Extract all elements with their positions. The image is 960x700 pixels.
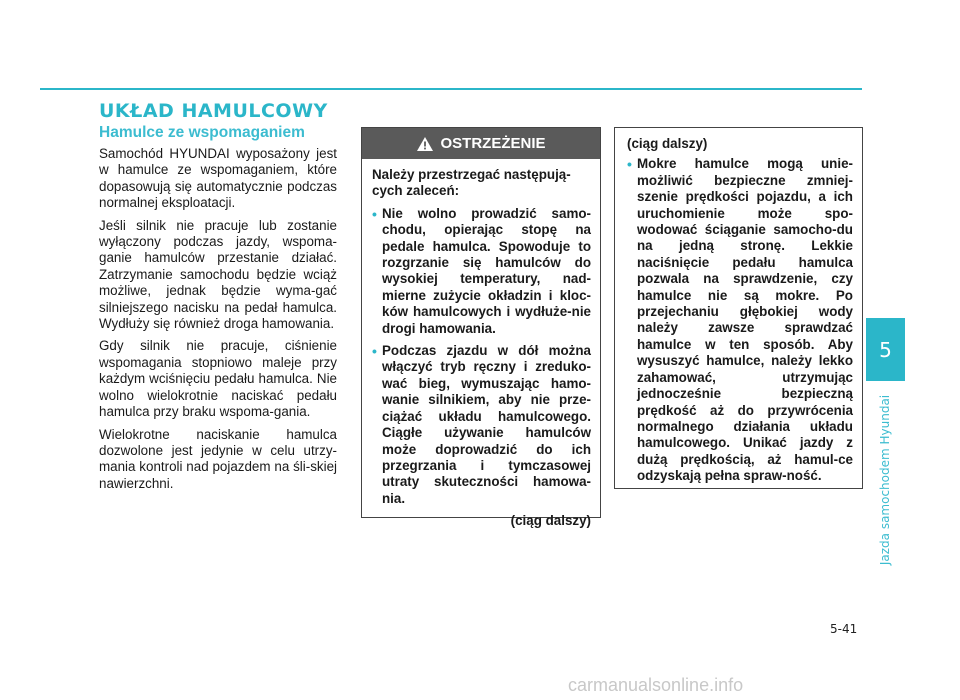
list-item bbox=[372, 343, 591, 507]
chapter-tab: 5 bbox=[866, 318, 905, 381]
list-item bbox=[627, 156, 853, 484]
warning-header bbox=[362, 128, 600, 159]
continuation-box bbox=[614, 127, 863, 489]
paragraph: Gdy silnik nie pracuje, ciśnienie wspomagania stopniowo maleje przy każdym wciśnięciu pedału hamulca. Nie wolno wielokrotnie naciskać pedału hamulca przy braku wspoma-gania. bbox=[99, 338, 337, 420]
continuation-body bbox=[615, 128, 862, 485]
watermark: carmanualsonline.info bbox=[568, 675, 744, 695]
warning-header-label: OSTRZEŻENIE bbox=[440, 135, 546, 152]
page-number: 5-41 bbox=[830, 622, 858, 636]
chapter-title bbox=[878, 395, 892, 565]
paragraph: Wielokrotne naciskanie hamulca dozwolone jest jedynie w celu utrzy-mania kontroli nad pojazdem na śli-skiej nawierzchni. bbox=[99, 426, 337, 491]
list-item-text: Mokre hamulce mogą unie-możliwić bezpieczne zmniej-szenie prędkości pojazdu, a ich uruchomienie może spo-wodować ściąganie samocho-du na jedną stronę. Lekkie naciśnięcie pedału hamulca pozwala na sprawdzenie, czy hamulce nie są mokre. Po przejechaniu głębokiej wody należy zawsze sprawdzać hamulce w ten sposób. Aby wysuszyć hamulce, należy lekko zahamować, utrzymując jednocześnie bezpieczną prędkość aż do przywrócenia normalnego działania układu hamulcowego. Unikać jazdy z dużą prędkością, aż hamul-ce odzyskają pełna spraw-ność. bbox=[637, 156, 853, 484]
paragraph: Samochód HYUNDAI wyposażony jest w hamulce ze wspomaganiem, które dopasowują się automatycznie podczas normalnej eksploatacji. bbox=[99, 146, 337, 211]
bullet-dot-icon: • bbox=[372, 343, 377, 360]
bullet-dot-icon: • bbox=[372, 205, 377, 222]
subsection-title: Hamulce ze wspomaganiem bbox=[99, 124, 305, 141]
list-item bbox=[372, 206, 591, 337]
continuation-heading: (ciąg dalszy) bbox=[627, 136, 708, 151]
section-title: UKŁAD HAMULCOWY bbox=[99, 100, 328, 122]
continued-label: (ciąg dalszy) bbox=[510, 513, 591, 529]
warning-box bbox=[361, 127, 601, 529]
top-rule bbox=[40, 88, 862, 90]
warning-triangle-icon bbox=[416, 136, 434, 152]
paragraph: Jeśli silnik nie pracuje lub zostanie wyłączony podczas jazdy, wspoma-ganie hamulców przestanie działać. Zatrzymanie samochodu będzie wciąż możliwe, jednak będzie wyma-gać silniejszego nacisku na pedał hamulca. Wydłuży się również droga hamowania. bbox=[99, 217, 337, 332]
list-item-text: Nie wolno prowadzić samo-chodu, opierając stopę na pedale hamulca. Spowoduje to rozgrzanie się hamulców do wysokiej temperatury, nad-mierne zużycie okładzin i kloc-ków hamulcowych i wydłuże-nie drogi hamowania. bbox=[382, 205, 591, 336]
left-column bbox=[99, 146, 337, 498]
chapter-title-text: Jazda samochodem Hyundai bbox=[878, 394, 892, 566]
warning-body bbox=[362, 159, 600, 530]
bullet-dot-icon: • bbox=[627, 156, 632, 173]
list-item-text: Podczas zjazdu w dół można włączyć tryb ręczny i zreduko-wać bieg, wymuszając hamo-wanie silnikiem, aby nie prze-ciążać układu hamulcowego. Ciągłe używanie hamulców może doprowadzić do ich przegrzania i tymczasowej utraty skuteczności hamowa-nia. bbox=[382, 343, 591, 506]
warning-intro: Należy przestrzegać następują-cych zaleceń: bbox=[372, 167, 571, 199]
